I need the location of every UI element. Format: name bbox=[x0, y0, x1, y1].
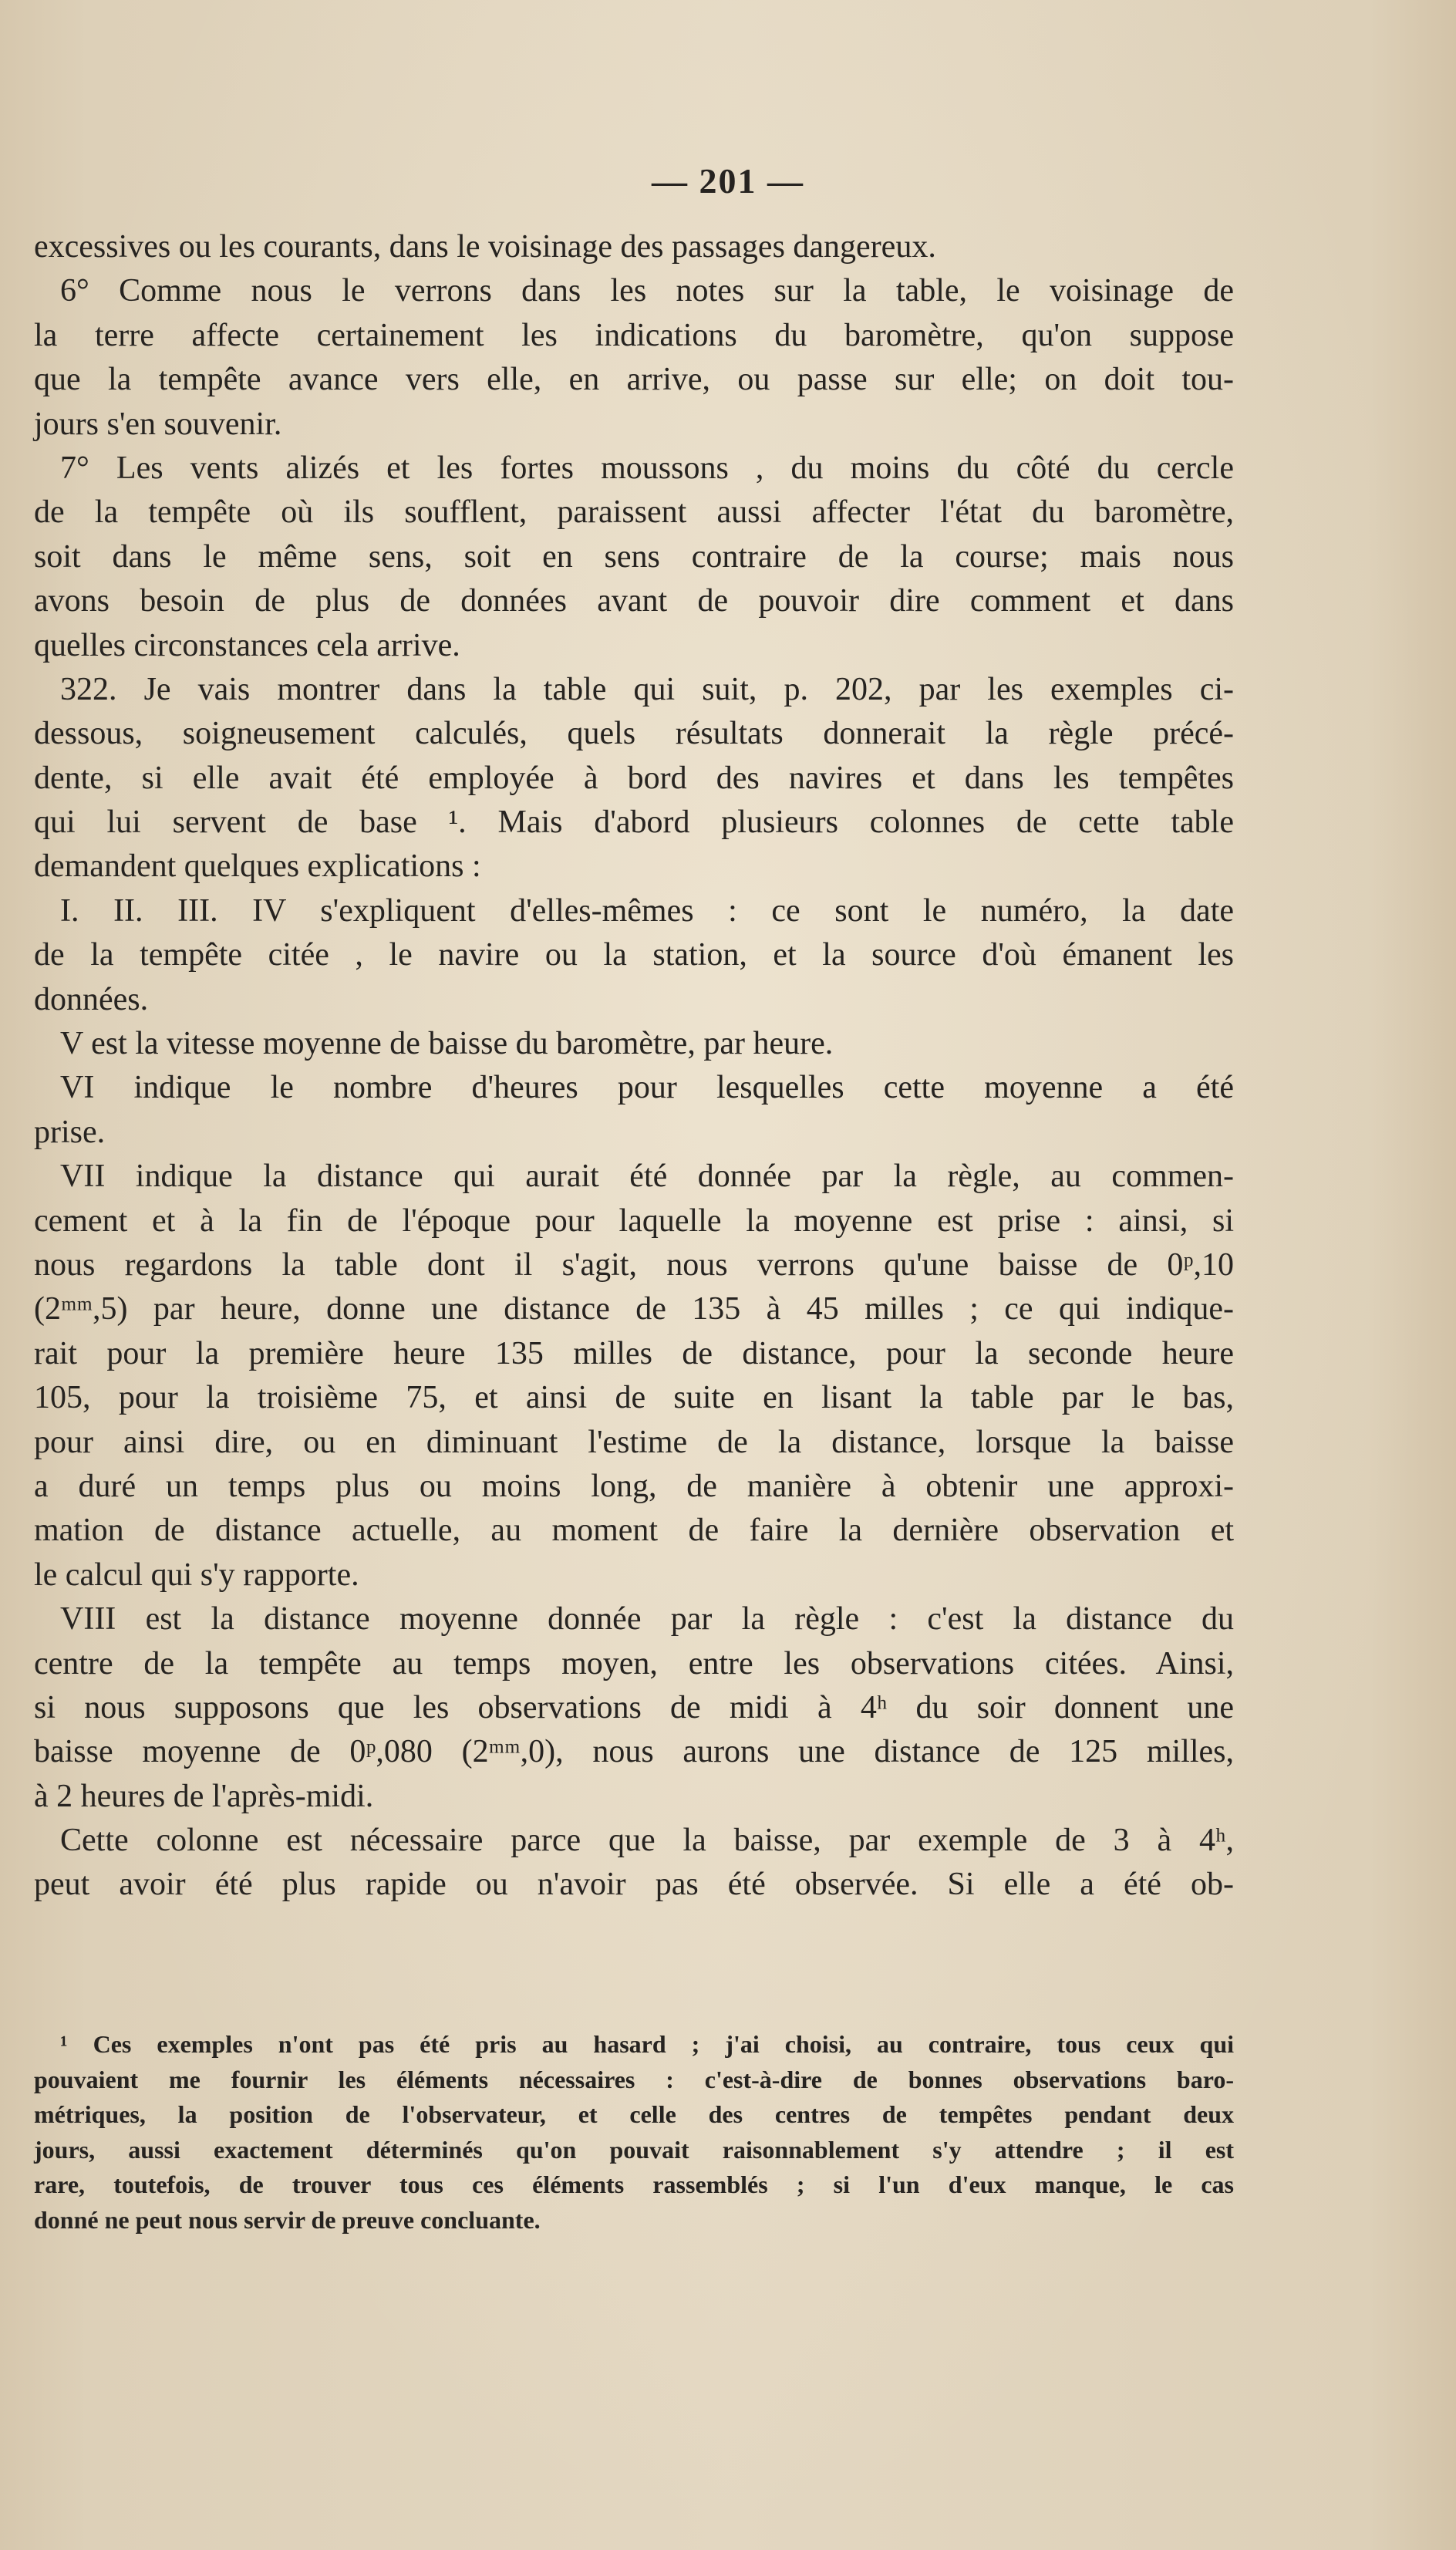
text-line: le calcul qui s'y rapporte. bbox=[34, 1557, 359, 1593]
text-line: 7° Les vents alizés et les fortes moussons , du moins du côté du cercle bbox=[60, 450, 1234, 486]
text-line: avons besoin de plus de données avant de pouvoir dire comment et dans bbox=[34, 583, 1234, 619]
text-line: rait pour la première heure 135 milles de distance, pour la seconde heure bbox=[34, 1335, 1234, 1371]
text-line: baisse moyenne de 0ᵖ,080 (2ᵐᵐ,0), nous aurons une distance de 125 milles, bbox=[34, 1734, 1234, 1770]
text-line: de la tempête où ils soufflent, paraissent aussi affecter l'état du baromètre, bbox=[34, 494, 1234, 531]
text-line: peut avoir été plus rapide ou n'avoir pas été observée. Si elle a été ob- bbox=[34, 1867, 1234, 1903]
body-text bbox=[34, 225, 1234, 1907]
text-line: 105, pour la troisième 75, et ainsi de suite en lisant la table par le bas, bbox=[34, 1380, 1234, 1416]
footnote-line: ¹ Ces exemples n'ont pas été pris au hasard ; j'ai choisi, au contraire, tous ceux qui bbox=[60, 2030, 1234, 2058]
text-line: (2ᵐᵐ,5) par heure, donne une distance de 135 à 45 milles ; ce qui indique- bbox=[34, 1291, 1234, 1327]
text-line: a duré un temps plus ou moins long, de manière à obtenir une approxi- bbox=[34, 1468, 1234, 1504]
text-line: Cette colonne est nécessaire parce que la baisse, par exemple de 3 à 4ʰ, bbox=[60, 1823, 1234, 1859]
page-number: — 201 — bbox=[652, 161, 804, 201]
text-line: données. bbox=[34, 981, 149, 1017]
text-line: à 2 heures de l'après-midi. bbox=[34, 1778, 374, 1814]
text-line: quelles circonstances cela arrive. bbox=[34, 627, 460, 663]
text-line: dente, si elle avait été employée à bord des navires et dans les tempêtes bbox=[34, 760, 1234, 796]
text-line: nous regardons la table dont il s'agit, nous verrons qu'une baisse de 0ᵖ,10 bbox=[34, 1246, 1234, 1283]
text-line: 322. Je vais montrer dans la table qui suit, p. 202, par les exemples ci- bbox=[60, 671, 1234, 707]
footnote-line: pouvaient me fournir les éléments nécessaires : c'est-à-dire de bonnes observations baro- bbox=[34, 2065, 1234, 2093]
footnote-line: donné ne peut nous servir de preuve concluante. bbox=[34, 2205, 541, 2234]
text-line: soit dans le même sens, soit en sens contraire de la course; mais nous bbox=[34, 538, 1234, 575]
text-line: qui lui servent de base ¹. Mais d'abord plusieurs colonnes de cette table bbox=[34, 804, 1234, 841]
footnote-line: rare, toutefois, de trouver tous ces éléments rassemblés ; si l'un d'eux manque, le cas bbox=[34, 2171, 1234, 2198]
text-line: 6° Comme nous le verrons dans les notes sur la table, le voisinage de bbox=[60, 273, 1234, 309]
text-line: VII indique la distance qui aurait été donnée par la règle, au commen- bbox=[60, 1159, 1234, 1195]
text-line: excessives ou les courants, dans le voisinage des passages dangereux. bbox=[34, 229, 936, 265]
text-line: VIII est la distance moyenne donnée par la règle : c'est la distance du bbox=[60, 1601, 1234, 1638]
text-line: la terre affecte certainement les indications du baromètre, qu'on suppose bbox=[34, 317, 1234, 353]
text-line: I. II. III. IV s'expliquent d'elles-mêmes : ce sont le numéro, la date bbox=[60, 892, 1234, 929]
text-line: demandent quelques explications : bbox=[34, 848, 481, 885]
text-line: de la tempête citée , le navire ou la station, et la source d'où émanent les bbox=[34, 937, 1234, 973]
text-line: que la tempête avance vers elle, en arrive, ou passe sur elle; on doit tou- bbox=[34, 362, 1234, 398]
text-line: cement et à la fin de l'époque pour laquelle la moyenne est prise : ainsi, si bbox=[34, 1202, 1234, 1239]
footnote-block bbox=[34, 2027, 1234, 2238]
text-line: prise. bbox=[34, 1114, 106, 1150]
text-line: pour ainsi dire, ou en diminuant l'estime de la distance, lorsque la baisse bbox=[34, 1424, 1234, 1460]
text-line: mation de distance actuelle, au moment de faire la dernière observation et bbox=[34, 1513, 1234, 1549]
text-line: centre de la tempête au temps moyen, entre les observations citées. Ainsi, bbox=[34, 1645, 1234, 1681]
text-line: jours s'en souvenir. bbox=[34, 406, 282, 442]
text-line: VI indique le nombre d'heures pour lesquelles cette moyenne a été bbox=[60, 1070, 1234, 1106]
footnote-line: métriques, la position de l'observateur, et celle des centres de tempêtes pendant deux bbox=[34, 2100, 1234, 2128]
text-line: V est la vitesse moyenne de baisse du baromètre, par heure. bbox=[60, 1026, 834, 1062]
text-line: dessous, soigneusement calculés, quels résultats donnerait la règle précé- bbox=[34, 716, 1234, 752]
text-line: si nous supposons que les observations de midi à 4ʰ du soir donnent une bbox=[34, 1689, 1234, 1725]
footnote-line: jours, aussi exactement déterminés qu'on pouvait raisonnablement s'y attendre ; il est bbox=[34, 2135, 1234, 2164]
